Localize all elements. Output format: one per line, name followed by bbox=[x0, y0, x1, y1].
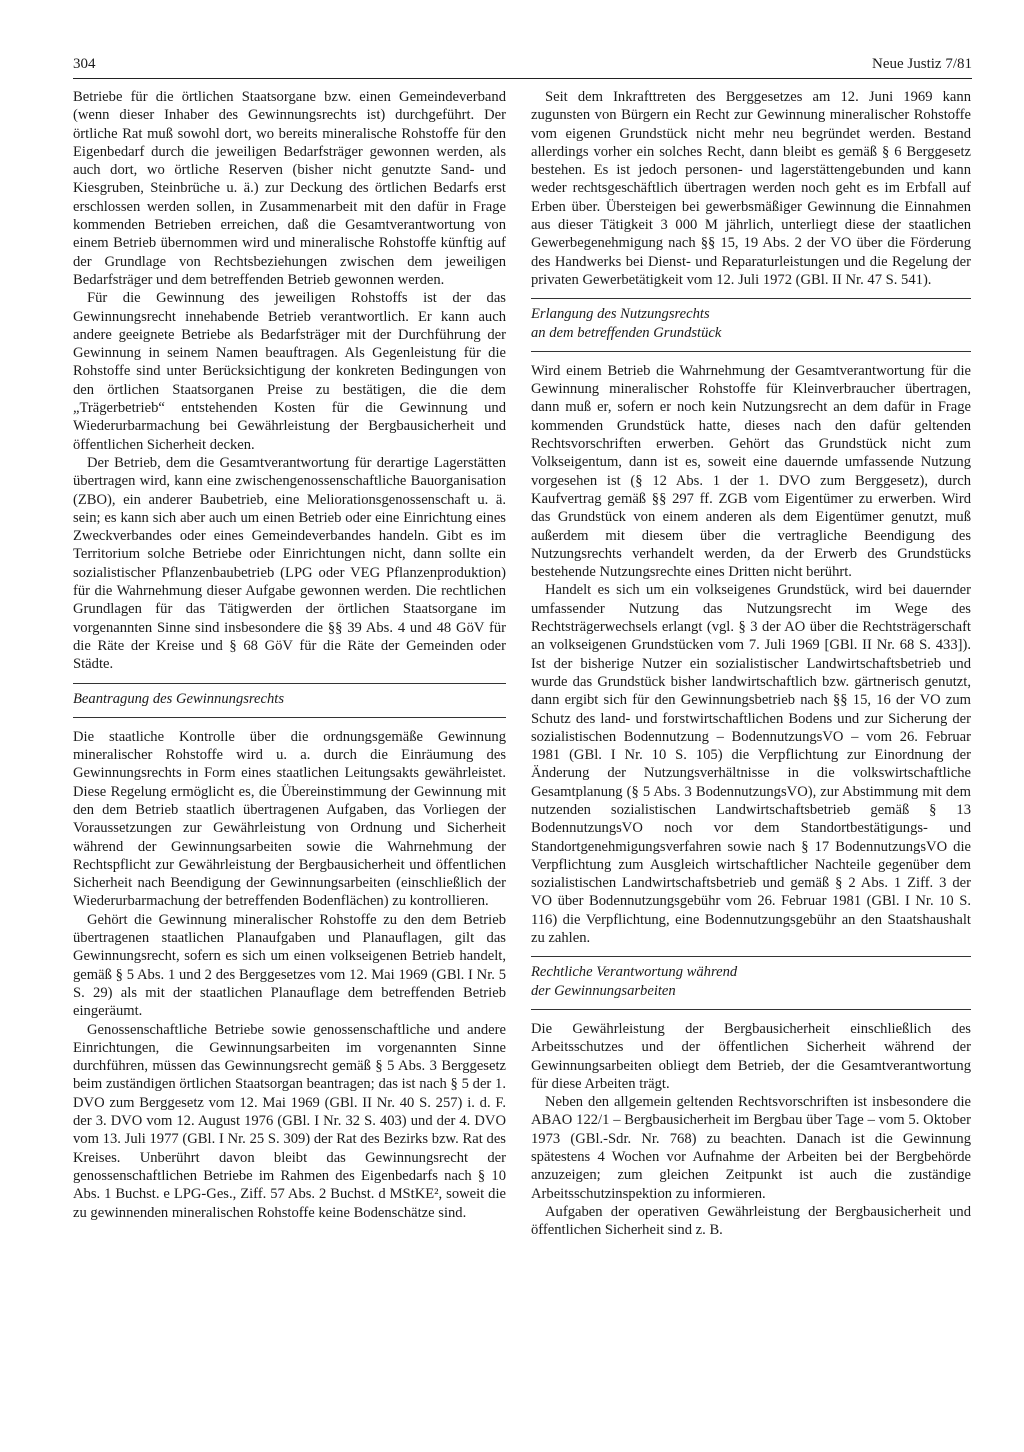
section-title-line: an dem betreffenden Grundstück bbox=[531, 324, 722, 341]
paragraph: Wird einem Betrieb die Wahrnehmung der Gesamtverantwortung für die Gewinnung mineralischer Rohstoffe für Kleinverbraucher übertragen, dann muß er, sofern er noch kein Nutzungsrecht an dem dafür in Frage kommenden Grundstück hatte, dieses nach den dafür geltenden Rechtsvorschriften erwerben. Gehört das Grundstück nicht zum Volkseigentum, dann ist es, soweit eine dauernde umfassende Nutzung vorgesehen ist (§ 12 Abs. 1 der 1. DVO zum Berggesetz), durch Kaufvertrag gemäß §§ 297 ff. ZGB vom Eigentümer zu erwerben. Wird das Grundstück von einem anderen als dem Eigentümer genutzt, muß außerdem mit diesem über die vertragliche Beendigung des Nutzungsrechts verhandelt werden, da der Erwerb des Grundstücks bestehende Nutzungsrechte eines Dritten nicht berührt. bbox=[531, 362, 971, 581]
page-header bbox=[73, 52, 972, 79]
paragraph: Die staatliche Kontrolle über die ordnungsgemäße Gewinnung mineralischer Rohstoffe wird u. a. durch die Einräumung des Gewinnungsrechts in Form eines staatlichen Leitungsakts gewährleistet. Diese Regelung ermöglicht es, die Übereinstimmung der Gewinnung mit den dem Betrieb staatlich übertragenen Aufgaben, das Vorliegen der Voraussetzungen zur Gewährleistung von Ordnung und Sicherheit während der Gewinnungsarbeiten sowie die Wahrnehmung der Rechtspflicht zur Gewährleistung der Bergbausicherheit und öffentlichen Sicherheit nach Beendigung der Gewinnungsarbeiten (einschließlich der Wiederurbarmachung der betreffenden Bodenflächen) zu kontrollieren. bbox=[73, 728, 506, 910]
section-divider bbox=[531, 1000, 971, 1010]
page-number: 304 bbox=[73, 56, 96, 72]
paragraph: Die Gewährleistung der Bergbausicherheit einschließlich des Arbeitsschutzes und der öffentlichen Sicherheit während der Gewinnungsarbeiten obliegt dem Betrieb, der die Gesamtverantwortung für diese Arbeiten trägt. bbox=[531, 1020, 971, 1092]
paragraph: Neben den allgemein geltenden Rechtsvorschriften ist insbesondere die ABAO 122/1 – Bergbausicherheit im Bergbau über Tage – vom 5. Oktober 1973 (GBl.-Sdr. Nr. 768) zu beachten. Danach ist die Gewinnung spätestens 4 Wochen vor Aufnahme der Arbeiten bei der Bergbehörde anzuzeigen; zum gleichen Zeitpunkt ist auch die zuständige Arbeitsschutzinspektion zu informieren. bbox=[531, 1094, 971, 1202]
section-divider bbox=[73, 708, 506, 718]
section-heading-block bbox=[531, 956, 971, 1010]
section-divider bbox=[531, 342, 971, 352]
left-column bbox=[73, 88, 506, 1222]
section-title-line: Rechtliche Verantwortung während bbox=[531, 964, 738, 981]
paragraph: Aufgaben der operativen Gewährleistung der Bergbausicherheit und öffentlichen Sicherheit sind z. B. bbox=[531, 1203, 971, 1239]
paragraph: Genossenschaftliche Betriebe sowie genossenschaftliche und andere Einrichtungen, die Gewinnungsarbeiten im vorgenannten Sinne durchführen, müssen das Gewinnungsrecht gemäß § 5 Abs. 3 Berggesetz beim zuständigen örtlichen Staatsorgan beantragen; das ist nach § 5 der 1. DVO zum Berggesetz vom 12. Mai 1969 (GBl. II Nr. 40 S. 257) i. d. F. der 3. DVO vom 12. August 1976 (GBl. I Nr. 32 S. 403) und der 4. DVO vom 13. Juli 1977 (GBl. I Nr. 25 S. 309) der Rat des Bezirks bzw. Rat des Kreises. Unberührt davon bleibt das Gewinnungsrecht der genossenschaftlichen Betriebe im Rahmen des Eigenbedarfs nach § 10 Abs. 1 Buchst. e LPG-Ges., Ziff. 57 Abs. 2 Buchst. d MStKE², soweit die zu gewinnenden mineralischen Rohstoffe keine Bodenschätze sind. bbox=[73, 1021, 506, 1221]
paragraph: Handelt es sich um ein volkseigenes Grundstück, wird bei dauernder umfassender Nutzung das Nutzungsrecht im Wege des Rechtsträgerwechsels erlangt (vgl. § 3 der AO über die Rechtsträgerschaft an volkseigenen Grundstücken vom 7. Juli 1969 [GBl. II Nr. 68 S. 433]). Ist der bisherige Nutzer ein sozialistischer Landwirtschaftsbetrieb und wurde das Grundstück bisher landwirtschaftlich bzw. gärtnerisch genutzt, dann ergibt sich für den Gewinnungsbetrieb nach §§ 15, 16 der VO zum Schutz des land- und forstwirtschaftlichen Bodens und zur Sicherung der sozialistischen Bodennutzung – BodennutzungsVO – vom 26. Februar 1981 (GBl. I Nr. 10 S. 105) die Verpflichtung zur Einordnung der Änderung der Nutzungsverhältnisse in die volkswirtschaftliche Gesamtplanung (§ 5 Abs. 3 BodennutzungsVO), zur Abstimmung mit dem nutzenden sozialistischen Landwirtschaftsbetrieb gemäß § 13 BodennutzungsVO noch vor dem Standortbestätigungs- und Standortgenehmigungsverfahren sowie nach § 17 BodennutzungsVO die Verpflichtung zum Ausgleich wirtschaftlicher Nachteile gegenüber dem sozialistischen Landwirtschaftsbetrieb und gemäß § 2 Abs. 1 Ziff. 3 der VO über Bodennutzungsgebühr vom 26. Februar 1981 (GBl. I Nr. 10 S. 116) die Verpflichtung, eine Bodennutzungsgebühr an den Staatshaushalt zu zahlen. bbox=[531, 582, 971, 947]
paragraph: Betriebe für die örtlichen Staatsorgane bzw. einen Gemeindeverband (wenn dieser Inhaber des Gewinnungsrechts ist) durchgeführt. Der örtliche Rat muß sowohl dort, wo bereits mineralische Rohstoffe für den Eigenbedarf durch die jeweiligen Bedarfsträger gewonnen werden, als auch dort, wo örtliche Reserven (bisher nicht genutzte Sand- und Kiesgruben, Steinbrüche u. ä.) zur Deckung des örtlichen Bedarfs erst erschlossen werden sollen, in Zusammenarbeit mit den dafür in Frage kommenden Betrieben erreichen, daß die Gesamtverantwortung von einem Betrieb übernommen wird und mineralische Rohstoffe künftig auf der Grundlage von Rechtsbeziehungen zwischen dem jeweiligen Bedarfsträger und dem betreffenden Betrieb gewonnen werden. bbox=[73, 89, 506, 288]
section-heading-block bbox=[73, 683, 506, 718]
paragraph: Der Betrieb, dem die Gesamtverantwortung für derartige Lagerstätten übertragen wird, kann eine zwischengenossenschaftliche Bauorganisation (ZBO), ein anderer Baubetrieb, eine Meliorationsgenossenschaft u. ä. sein; es kann sich aber auch um einen Betrieb oder eine Einrichtung eines Zweckverbandes oder eines Gemeindeverbandes handeln. Gibt es im Territorium solche Betriebe oder Einrichtungen nicht, dann sollte ein sozialistischer Pflanzenbaubetrieb (LPG oder VEG Pflanzenproduktion) für die Wahrnehmung dieser Aufgabe gewonnen werden. Die rechtlichen Grundlagen für das Tätigwerden der örtlichen Staatsorgane im vorgenannten Sinne sind insbesondere die §§ 39 Abs. 4 und 48 GöV für die Räte der Kreise und § 68 GöV für die Räte der Gemeinden oder Städte. bbox=[73, 454, 506, 673]
paragraph: Seit dem Inkrafttreten des Berggesetzes am 12. Juni 1969 kann zugunsten von Bürgern ein Recht zur Gewinnung mineralischer Rohstoffe vom eigenen Grundstück nicht mehr neu begründet werden. Bestand allerdings vorher ein solches Recht, dann bleibt es gemäß § 6 Berggesetz bestehen. Es ist jedoch personen- und lagerstättengebunden und kann weder rechtsgeschäftlich übertragen werden noch geht es im Erbfall auf Erben über. Übersteigen bei gewerbsmäßiger Gewinnung die Einnahmen aus dieser Tätigkeit 3 000 M jährlich, unterliegt diese der staatlichen Gewerbegenehmigung nach §§ 15, 19 Abs. 2 der VO über die Förderung des Handwerks bei Dienst- und Reparaturleistungen und die Regelung der privaten Gewerbetätigkeit vom 12. Juli 1972 (GBl. II Nr. 47 S. 541). bbox=[531, 89, 971, 288]
right-column bbox=[531, 88, 971, 1240]
section-heading-block bbox=[531, 298, 971, 352]
paragraph: Gehört die Gewinnung mineralischer Rohstoffe zu den dem Betrieb übertragenen staatlichen Planaufgaben und Planauflagen, gilt das Gewinnungsrecht, sofern es sich um einen volkseigenen Betrieb handelt, gemäß § 5 Abs. 1 und 2 des Berggesetzes vom 12. Mai 1969 (GBl. I Nr. 5 S. 29) als mit der staatlichen Planauflage dem betreffenden Betrieb eingeräumt. bbox=[73, 911, 506, 1020]
section-title-line: Erlangung des Nutzungsrechts bbox=[531, 306, 710, 323]
journal-issue: Neue Justiz 7/81 bbox=[872, 56, 972, 72]
paragraph: Für die Gewinnung des jeweiligen Rohstoffs ist der das Gewinnungsrecht innehabende Betrieb verantwortlich. Er kann auch andere geeignete Betriebe als Bedarfsträger mit der Durchführung der Gewinnung in seinem Namen beauftragen. Als Gegenleistung für die Rohstoffe sind unter Berücksichtigung der konkreten Bedingungen von den örtlichen Staatsorganen Preise zu bestätigen, die die dem „Trägerbetrieb“ entstehenden Kosten für die Gewinnung und Wiederurbarmachung bei Gewährleistung der Bergbausicherheit und öffentlichen Sicherheit decken. bbox=[73, 290, 506, 453]
section-title-line: der Gewinnungsarbeiten bbox=[531, 982, 676, 999]
section-title: Beantragung des Gewinnungsrechts bbox=[73, 690, 285, 707]
